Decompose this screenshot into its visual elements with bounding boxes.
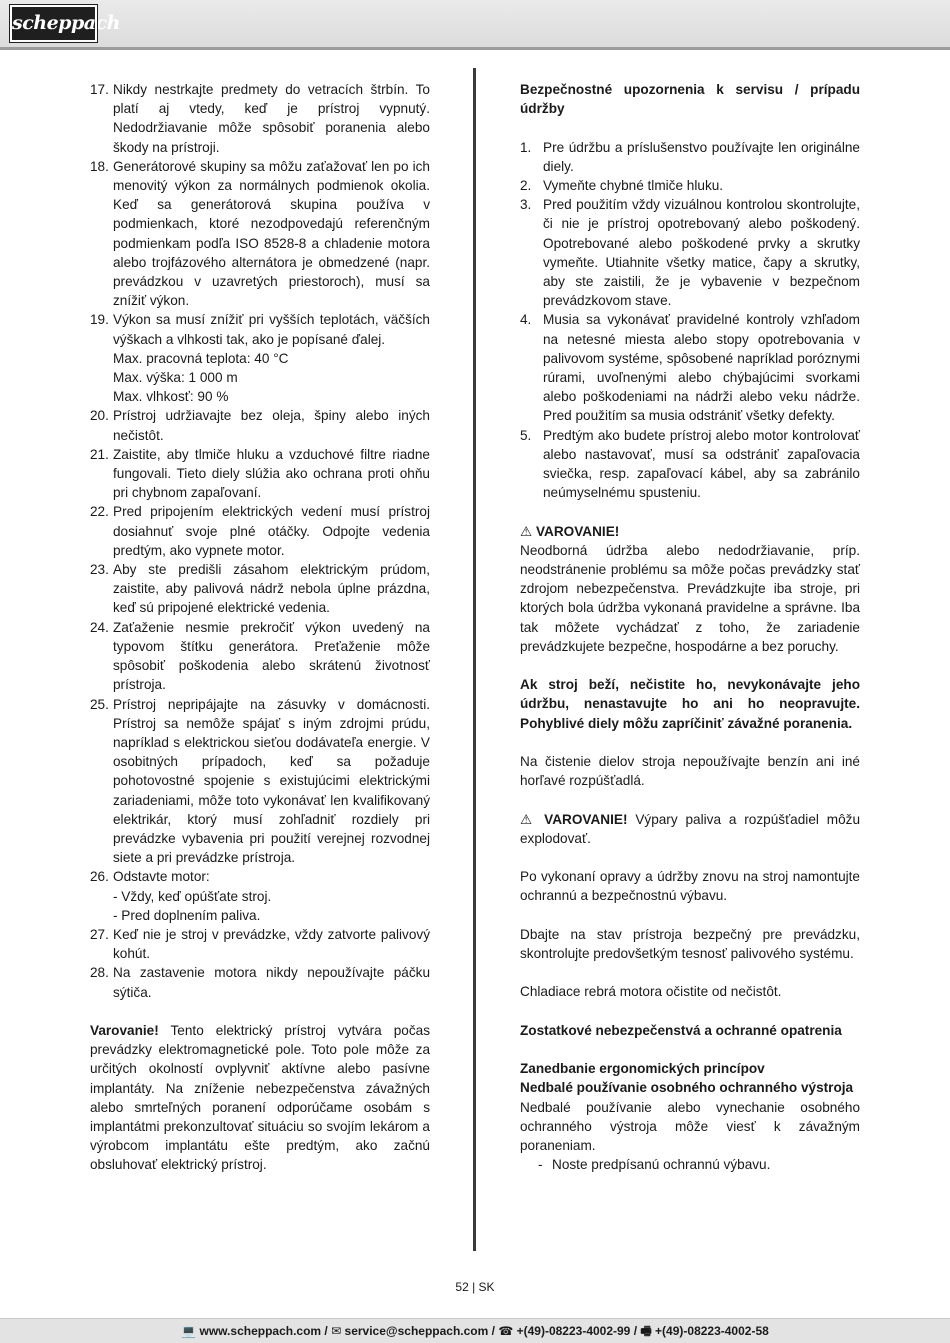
warning-triangle-icon: ⚠ [520,811,537,827]
page-header [0,0,950,50]
list-item: 24. Zaťaženie nesmie prekročiť výkon uvedený na typovom štítku generátora. Preťaženie môže spôsobiť poškodenia alebo skrátenú životnosť prístroja. [90,619,430,693]
fuel-vapour-warning: ⚠ VAROVANIE! Výpary paliva a rozpúšťadiel môžu explodovať. [520,811,861,846]
list-item: 23. Aby ste predišli zásahom elektrickým prúdom, zaistite, aby palivová nádrž nebola úplne prázdna, keď sú pripojené elektrické vedenia. [90,562,430,616]
right-column [520,80,860,1174]
paragraph: Chladiace rebrá motora očistite od nečistôt. [520,984,782,1000]
list-item: 4. Musia sa vykonávať pravidelné kontroly vzhľadom na netesné miesta alebo stopy opotrebovania v palivovom systéme, spôsobené napríklad poróznymi rúrami, uvoľnenými alebo chýbajúcimi svorkami alebo poškodeniami na nádrži alebo veku nádrže. Pred použitím sa musia odstrániť všetky defekty. [520,312,860,424]
footer-phone: +(49)-08223-4002-99 [516,1324,631,1338]
paragraph: Na čistenie dielov stroja nepoužívajte benzín ani iné horľavé rozpúšťadlá. [520,754,860,789]
computer-icon: 💻 [181,1324,197,1338]
column-divider [473,68,476,1251]
max-humidity: Max. vlhkosť: 90 % [113,389,229,405]
list-item: 18. Generátorové skupiny sa môžu zaťažovať len po ich menovitý výkon za normálnych podmienok okolia. Keď sa generátorová skupina používa v podmienkach, ktoré nezodpovedajú referenčným podmienkam podľa ISO 8528-8 a chladenie motora alebo trojfázového alternátora je obmedzené (napr. prevádzkou v uzavretých priestoroch), musí sa znížiť výkon. [90,158,430,309]
list-item: 1. Pre údržbu a príslušenstvo používajte len originálne diely. [520,139,860,174]
page-footer: 💻 www.scheppach.com / ✉ service@scheppach.com / ☎ +(49)-08223-4002-99 / 🖷 +(49)-08223-4002-58 [0,1318,950,1343]
list-item: 27. Keď nie je stroj v prevádzke, vždy zatvorte palivový kohút. [90,926,430,962]
page-number: 52 | SK [455,1280,495,1294]
warning-text: Neodborná údržba alebo nedodržiavanie, príp. neodstránenie problému sa môže počas prevádzky stať zdrojom nebezpečenstva. Prevádzkujte iba stroje, pri ktorých bola údržba vykonaná pravidelne a správne. Iba tak môžete vychádzať z toho, že zariadenie prevádzkujete bezpečne, hospodárne a bez poruchy. [520,542,860,654]
emf-warning [90,1021,430,1175]
service-heading: Bezpečnostné upozornenia k servisu / prípadu údržby [520,82,860,117]
footer-website[interactable]: www.scheppach.com [199,1324,322,1338]
warning-label: Varovanie! [90,1022,159,1038]
paragraph: Po vykonaní opravy a údržby znovu na stroj namontujte ochrannú a bezpečnostnú výbavu. [520,869,860,904]
list-item: 5. Predtým ako budete prístroj alebo motor kontrolovať alebo nastavovať, musí sa odstrániť zapaľovacia sviečka, resp. zapaľovací kábel, aby sa zabránilo neúmyselnému spusteniu. [520,427,860,501]
list-item: 22. Pred pripojením elektrických vedení musí prístroj dosiahnuť svoje plné otáčky. Odpojte vedenia predtým, ako vypnete motor. [90,504,430,558]
footer-email[interactable]: service@scheppach.com [344,1324,489,1338]
list-item: 3. Pred použitím vždy vizuálnou kontrolou skontrolujte, či nie je prístroj opotrebovaný alebo poškodený. Opotrebované alebo poškodené prvky a skrutky vymeňte. Utiahnite všetky matice, čapy a skrutky, aby ste zaistili, že je vybavenie v bezpečnom prevádzkovom stave. [520,197,860,309]
list-item: 25. Prístroj nepripájajte na zásuvky v domácnosti. Prístroj sa nemôže spájať s iným zdrojmi prúdu, napríklad s elektrickou sieťou dodávateľa energie. V osobitných prípadoch, keď sa požaduje pohotovostné spojenie s existujúcimi elektrickými zariadeniami, môže toto vykonávať len kvalifikovaný elektrikár, ktorý musí zohľadniť rozdiely pri prevádzke vybavenia pri použití verejnej rozvodnej siete a pri prevádzke prístroja. [90,696,430,866]
warning-triangle-icon: ⚠ [520,523,533,539]
sub-item: - Vždy, keď opúšťate stroj. [113,888,272,904]
list-item: 21. Zaistite, aby tlmiče hluku a vzduchové filtre riadne fungovali. Tieto diely slúžia ako ochrana proti ohňu pri chybnom zapaľovaní. [90,446,430,501]
max-altitude: Max. výška: 1 000 m [113,370,238,386]
list-item: 19. Výkon sa musí znížiť pri vyšších teplotách, väčších výškach a vlhkosti tak, ako je popísané ďalej. [90,312,430,347]
list-item: 26. Odstavte motor: [90,869,210,885]
fax-icon: 🖷 [640,1324,652,1338]
warning-heading: ⚠ VAROVANIE! [520,523,620,539]
list-item: 28. Na zastavenie motora nikdy nepoužívajte páčku sýtiča. [90,965,430,1000]
ppe-bullet: - Noste predpísanú ochrannú výbavu. [538,1157,771,1173]
ergonomic-heading: Zanedbanie ergonomických princípov [520,1061,765,1077]
residual-risks-heading: Zostatkové nebezpečenstvá a ochranné opatrenia [520,1022,842,1038]
scheppach-logo: scheppach [10,5,97,42]
paragraph: Dbajte na stav prístroja bezpečný pre prevádzku, skontrolujte predovšetkým tesnosť palivového systému. [520,926,860,962]
footer-fax: +(49)-08223-4002-58 [655,1324,769,1338]
ppe-text: Nedbalé používanie alebo vynechanie osobného ochranného výstroja môže viesť k závažným poraneniam. [520,1099,860,1154]
list-item: 20. Prístroj udržiavajte bez oleja, špiny alebo iných nečistôt. [90,408,430,443]
bold-notice: Ak stroj beží, nečistite ho, nevykonávajte jeho údržbu, nenastavujte ho ani ho neopravujte. Pohyblivé diely môžu zapríčiniť závažné poranenia. [520,677,860,731]
ppe-heading: Nedbalé používanie osobného ochranného výstroja [520,1080,854,1096]
max-temperature: Max. pracovná teplota: 40 °C [113,350,289,366]
left-column [90,80,430,1175]
list-item: 2. Vymeňte chybné tlmiče hluku. [520,178,724,193]
warning-text: Tento elektrický prístroj vytvára počas prevádzky elektromagnetické pole. Toto pole môže za určitých okolností ovplyvniť aktívne alebo pasívne implantáty. Na zníženie nebezpečenstva závažných alebo smrteľných poranení odporúčame osobám s implantátmi prekonzultovať situáciu so svojím lekárom a výrobcom implantátu ešte predtým, ako začnú obsluhovať elektrický prístroj. [90,1022,430,1173]
phone-icon: ☎ [498,1324,514,1338]
sub-item: - Pred doplnením paliva. [113,907,261,923]
list-item: 17. Nikdy nestrkajte predmety do vetracích štrbín. To platí aj vtedy, keď je prístroj vypnutý. Nedodržiavanie môže spôsobiť poranenia alebo škody na prístroji. [90,82,430,155]
email-icon: ✉ [331,1324,342,1338]
